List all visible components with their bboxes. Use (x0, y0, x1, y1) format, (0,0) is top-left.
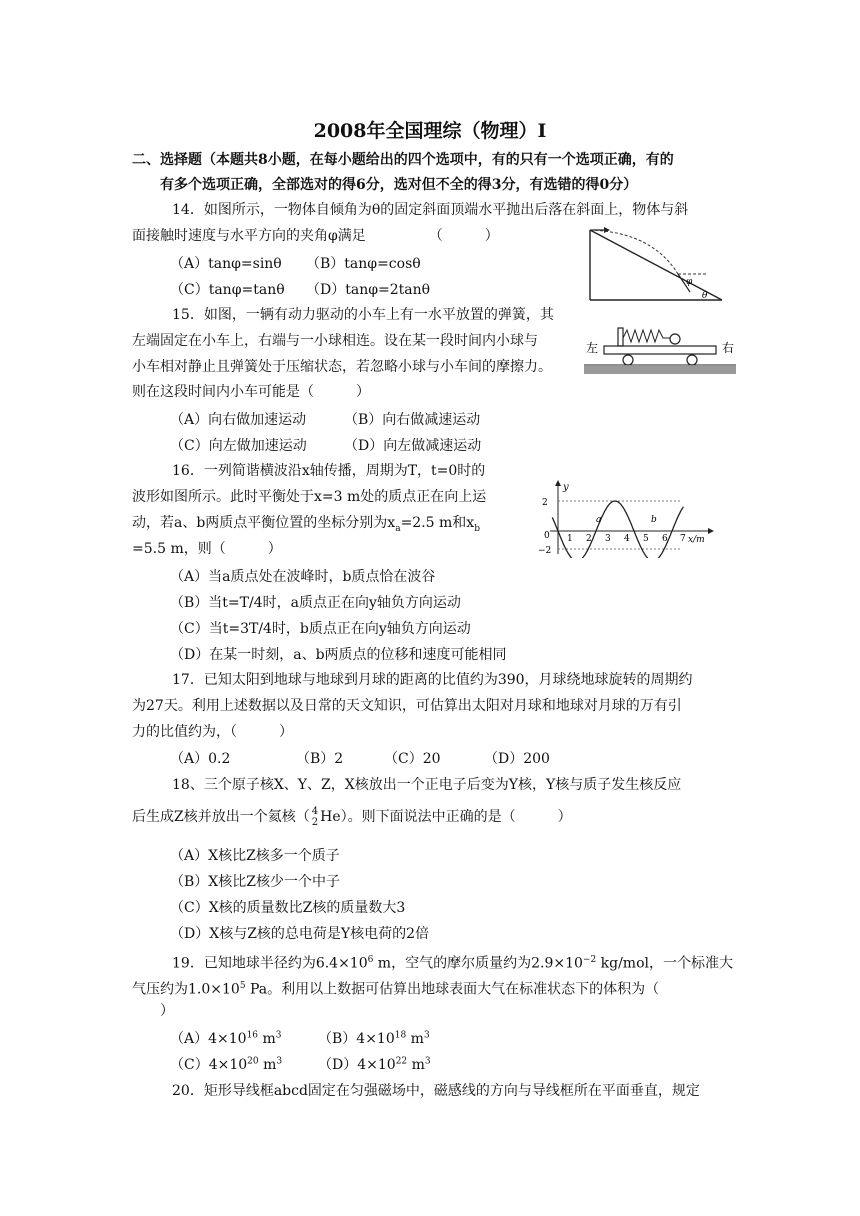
q14-option-b: （B）tanφ=cosθ (306, 256, 421, 272)
q18-option-a: （A）X核比Z核多一个质子 (170, 848, 340, 864)
cart-spring-figure (584, 322, 736, 378)
phi-label: φ (686, 277, 693, 287)
y-tick-2: 2 (542, 498, 548, 508)
q16-line3: 动，若a、b两质点平衡位置的坐标分别为$x_a=2.5$ m和$x_b$ (132, 515, 480, 534)
q18-option-c: （C）X核的质量数比Z核的质量数大3 (170, 900, 406, 916)
wave-graph (530, 478, 720, 558)
incline-figure (582, 226, 732, 306)
x-tick-4: 4 (624, 534, 630, 544)
q16-option-c: （C）当t=3T/4时，b质点正在向y轴负方向运动 (170, 621, 471, 637)
x-tick-2: 2 (586, 534, 592, 544)
x-tick-5: 5 (643, 534, 649, 544)
q19-option-c: $(C)4\times 10^{20}$ $m^3$ (170, 1056, 283, 1073)
q17-option-a: （A）0.2 (170, 751, 231, 767)
q17-line3: 力的比值约为，（ ） (132, 724, 293, 740)
q17-option-c: （C）20 (384, 751, 441, 767)
q16-option-b: （B）当t=T/4时，a质点正在向y轴负方向运动 (170, 595, 461, 611)
page-title: 2008年全国理综（物理）Ⅰ (313, 120, 547, 142)
q17-line1: 17．已知太阳到地球与地球到月球的距离的比值约为390，月球绕地球旋转的周期约 (172, 672, 693, 688)
q15-line2: 左端固定在小车上，右端与一小球相连。设在某一段时间内小球与 (132, 333, 538, 349)
section-heading-line1: 二、选择题（本题共8小题，在每小题给出的四个选项中，有的只有一个选项正确，有的 (132, 152, 674, 168)
q19-line3: ） (160, 1003, 174, 1019)
q18-line1: 18、三个原子核X、Y、Z，X核放出一个正电子后变为Y核，Y核与质子发生核反应 (172, 777, 682, 793)
q14-option-d: （D）tanφ=2tanθ (306, 282, 431, 298)
q17-option-b: （B）2 (296, 751, 344, 767)
q14-option-a: （A）tanφ=sinθ (170, 256, 282, 272)
q19-option-d: $(D)4\times 10^{22}$ $m^3$ (318, 1056, 431, 1073)
q19-line2: 气压约为$1.0\times 10^5$ Pa。利用以上数据可估算出地球表面大气在标准状态下的体积为（ (132, 981, 660, 998)
q15-line4: 则在这段时间内小车可能是（ ） (132, 384, 370, 400)
y-axis-label: y (563, 482, 569, 493)
q19-option-a: $(A)4\times 10^{16}$ $m^3$ (170, 1030, 282, 1047)
q15-line3: 小车相对静止且弹簧处于压缩状态，若忽略小球与小车间的摩擦力。 (132, 359, 552, 375)
q20-line1: 20．矩形导线框abcd固定在匀强磁场中，磁感线的方向与导线框所在平面垂直，规定 (172, 1083, 700, 1099)
theta-label: θ (702, 291, 708, 301)
q19-option-b: $(B)4\times 10^{18}$ $m^3$ (318, 1030, 430, 1047)
q18-line2: 后生成Z核并放出一个氦核（ 4 2 He）。则下面说法中正确的是（ ） (132, 806, 572, 828)
q15-option-c: （C）向左做加速运动 (170, 438, 307, 454)
q16-line4: =5.5 m，则（ ） (132, 541, 282, 557)
q16-line1: 16．一列简谐横波沿x轴传播，周期为T，t=0时的 (172, 463, 486, 479)
y-tick-0: 0 (544, 531, 550, 541)
q15-line1: 15．如图，一辆有动力驱动的小车上有一水平放置的弹簧，其 (172, 307, 554, 323)
section-heading-line2: 有多个选项正确，全部选对的得6分，选对但不全的得3分，有选错的得0分） (160, 177, 638, 193)
point-b-label: b (651, 515, 657, 525)
x-axis-label: x/m (688, 535, 705, 545)
q15-option-a: （A）向右做加速运动 (170, 412, 307, 428)
x-tick-1: 1 (567, 534, 573, 544)
q16-option-a: （A）当a质点处在波峰时，b质点恰在波谷 (170, 569, 436, 585)
x-tick-6: 6 (662, 534, 668, 544)
q15-option-d: （D）向左做减速运动 (344, 438, 482, 454)
q16-option-d: （D）在某一时刻，a、b两质点的位移和速度可能相同 (170, 647, 507, 663)
q15-option-b: （B）向右做减速运动 (344, 412, 481, 428)
x-tick-3: 3 (605, 534, 611, 544)
q16-line2: 波形如图所示。此时平衡处于x=3 m处的质点正在向上运 (132, 489, 487, 505)
left-label: 左 (586, 341, 599, 355)
q14-line1: 14．如图所示，一物体自倾角为θ的固定斜面顶端水平抛出后落在斜面上，物体与斜 (172, 202, 689, 218)
right-label: 右 (722, 341, 735, 355)
q14-line2: 面接触时速度与水平方向的夹角φ满足 （ ） (132, 228, 499, 244)
helium-nucleus-numbers: 4 2 (311, 806, 319, 828)
q19-line1: 19．已知地球半径约为$6.4\times 10^6$ m，空气的摩尔质量约为$2.9\times 10^{-2}$ kg/mol，一个标准大 (172, 955, 733, 972)
q17-option-d: （D）200 (484, 751, 550, 767)
point-a-label: a (596, 515, 602, 525)
x-tick-7: 7 (680, 534, 686, 544)
q14-option-c: （C）tanφ=tanθ (170, 282, 285, 298)
y-tick-neg2: −2 (538, 546, 552, 556)
q18-option-b: （B）X核比Z核少一个中子 (170, 874, 340, 890)
q18-option-d: （D）X核与Z核的总电荷是Y核电荷的2倍 (170, 926, 430, 942)
q17-line2: 为27天。利用上述数据以及日常的天文知识，可估算出太阳对月球和地球对月球的万有引 (132, 698, 682, 714)
